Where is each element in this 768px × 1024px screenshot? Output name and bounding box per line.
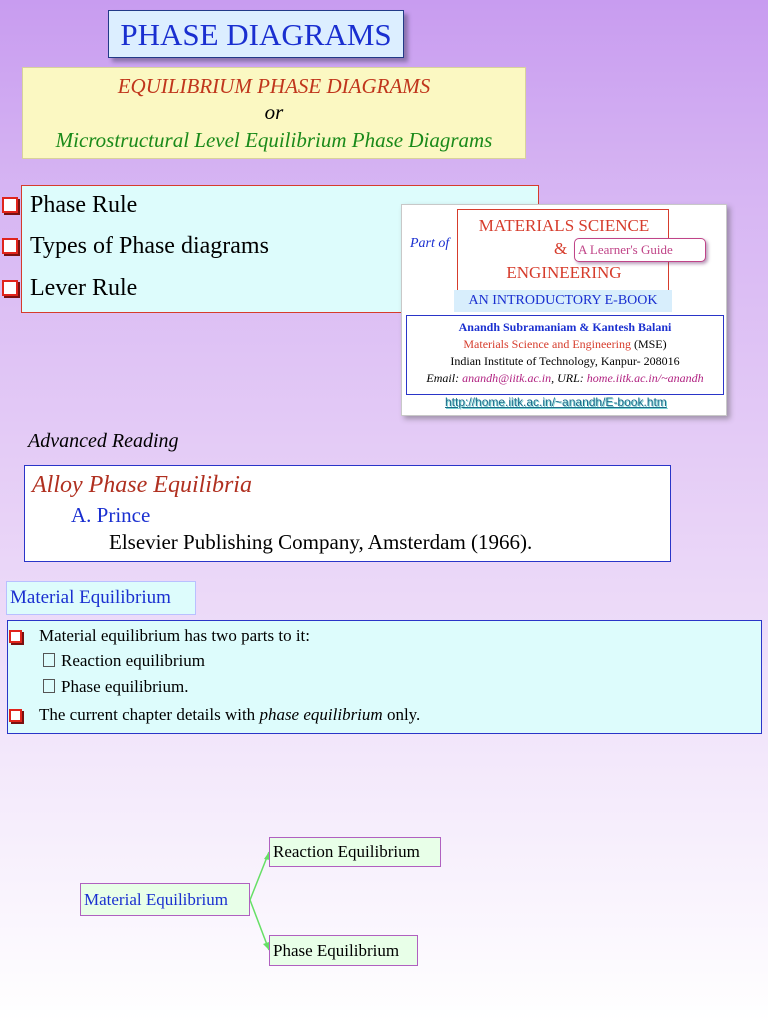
learners-guide-badge: A Learner's Guide bbox=[574, 238, 706, 262]
part-of-label: Part of bbox=[410, 236, 450, 251]
ebook-institute: Indian Institute of Technology, Kanpur- 208016 bbox=[450, 354, 680, 368]
ebook-title-line2: ENGINEERING bbox=[506, 263, 622, 282]
book-author: A. Prince bbox=[71, 503, 151, 527]
me-line2-pre: The current chapter details with bbox=[39, 705, 260, 724]
url-link[interactable]: home.iitk.ac.in/~anandh bbox=[586, 371, 704, 385]
diagram-node-reaction-equilibrium: Reaction Equilibrium bbox=[269, 837, 441, 867]
email-label: Email: bbox=[426, 371, 460, 385]
advanced-reading-label: Advanced Reading bbox=[28, 430, 179, 452]
ebook-dept-abbr: (MSE) bbox=[633, 337, 667, 351]
me-sub1: Reaction equilibrium bbox=[61, 651, 205, 670]
ebook-contact: Email: anandh@iitk.ac.in, URL: home.iitk.ac.in/~anandh bbox=[426, 371, 704, 385]
ebook-authors: Anandh Subramaniam & Kantesh Balani bbox=[458, 320, 672, 334]
connector-line bbox=[250, 900, 269, 950]
url-label: URL: bbox=[557, 371, 584, 385]
topic-label: Types of Phase diagrams bbox=[30, 232, 269, 259]
ebook-intro: AN INTRODUCTORY E-BOOK bbox=[454, 290, 672, 312]
ebook-hyperlink[interactable]: http://home.iitk.ac.in/~anandh/E-book.htm bbox=[445, 395, 667, 409]
topic-label: Lever Rule bbox=[30, 274, 138, 301]
ebook-dept-name: Materials Science and Engineering bbox=[463, 337, 631, 351]
me-line1: Material equilibrium has two parts to it: bbox=[39, 626, 311, 645]
me-sub2: Phase equilibrium. bbox=[61, 677, 189, 696]
diagram-node-material-equilibrium: Material Equilibrium bbox=[80, 883, 250, 916]
ebook-title-line1: MATERIALS SCIENCE bbox=[478, 216, 650, 235]
me-line2-em: phase equilibrium bbox=[259, 705, 383, 724]
me-line2-post: only. bbox=[382, 705, 421, 724]
email-link[interactable]: anandh@iitk.ac.in bbox=[462, 371, 552, 385]
material-equilibrium-heading: Material Equilibrium bbox=[6, 581, 196, 615]
subtitle-line2: or bbox=[264, 100, 284, 124]
topic-label: Phase Rule bbox=[30, 191, 138, 218]
subtitle-line1: EQUILIBRIUM PHASE DIAGRAMS bbox=[117, 74, 431, 98]
ebook-ampersand: & bbox=[554, 239, 568, 258]
page-title: PHASE DIAGRAMS bbox=[108, 10, 404, 58]
book-publisher: Elsevier Publishing Company, Amsterdam (1966). bbox=[109, 530, 533, 554]
subtitle-line3: Microstructural Level Equilibrium Phase Diagrams bbox=[55, 128, 493, 152]
diagram-node-phase-equilibrium: Phase Equilibrium bbox=[269, 935, 418, 966]
book-title: Alloy Phase Equilibria bbox=[32, 472, 252, 498]
